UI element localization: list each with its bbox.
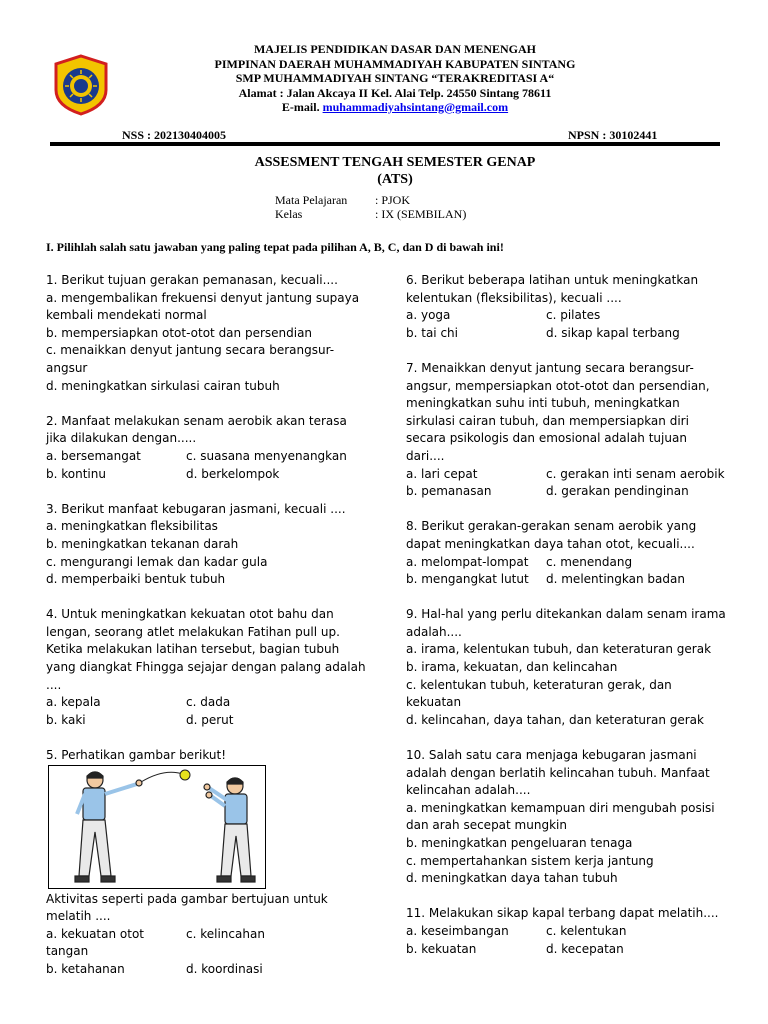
option-d: d. gerakan pendinginan [546, 484, 689, 499]
option-a: a. kepala [46, 695, 101, 710]
question-3 [46, 501, 366, 589]
option-c: c. mempertahankan sistem kerja jantung [406, 853, 654, 868]
exam-title: ASSESMENT TENGAH SEMESTER GENAP [254, 155, 536, 170]
class-value: : IX (SEMBILAN) [375, 207, 467, 221]
question-text: 2. Manfaat melakukan senam aerobik akan terasa jika dilakukan dengan..... [46, 413, 347, 446]
option-c: c. kelentukan tubuh, keteraturan gerak, dan kekuatan [406, 677, 672, 710]
option-a: a. meningkatkan fleksibilitas [46, 519, 218, 534]
option-d: d. kecepatan [546, 941, 624, 956]
email-label: E-mail. [281, 100, 320, 114]
question-7 [406, 360, 728, 501]
option-d: d. berkelompok [186, 466, 280, 481]
question-6 [406, 272, 728, 342]
nss-number: NSS : 202130404005 [122, 128, 227, 142]
ball-icon [180, 770, 190, 780]
option-c: c. kelentukan [546, 923, 627, 938]
question-text: 10. Salah satu cara menjaga kebugaran jasmani adalah dengan berlatih kelincahan tubuh. Manfaat kelincahan adalah.... [406, 748, 710, 798]
email-link[interactable]: muhammadiyahsintang@gmail.com [322, 100, 509, 114]
option-d: d. meningkatkan daya tahan tubuh [406, 871, 618, 886]
option-a: a. irama, kelentukan tubuh, dan keteraturan gerak [406, 642, 712, 657]
option-d: d. meningkatkan sirkulasi cairan tubuh [46, 378, 280, 393]
header-line-2: PIMPINAN DAERAH MUHAMMADIYAH KABUPATEN SINTANG [214, 56, 576, 71]
subject-label: Mata Pelajaran [275, 193, 348, 207]
option-b: b. meningkatkan tekanan darah [46, 536, 239, 551]
question-text-continued: Aktivitas seperti pada gambar bertujuan untuk melatih .... [46, 891, 328, 924]
question-text: 5. Perhatikan gambar berikut! [46, 748, 227, 763]
option-d: d. sikap kapal terbang [546, 325, 680, 340]
option-b: b. kontinu [46, 466, 106, 481]
exam-title-block [150, 154, 640, 188]
option-b: b. pemanasan [406, 484, 492, 499]
header-line-4: Alamat : Jalan Akcaya II Kel. Alai Telp. 24550 Sintang 78611 [238, 85, 552, 100]
option-d: d. memperbaiki bentuk tubuh [46, 572, 226, 587]
right-column [406, 272, 728, 976]
question-11 [406, 905, 728, 958]
header-line-1: MAJELIS PENDIDIKAN DASAR DAN MENENGAH [253, 42, 537, 56]
option-c: c. menendang [546, 554, 633, 569]
question-4 [46, 606, 366, 729]
question-text: 8. Berikut gerakan-gerakan senam aerobik yang dapat meningkatkan daya tahan otot, kecuali.... [406, 519, 697, 551]
question-text: 6. Berikut beberapa latihan untuk meningkatkan kelentukan (fleksibilitas), kecuali .... [406, 273, 699, 305]
option-c: c. suasana menyenangkan [186, 448, 347, 463]
catcher-figure [204, 778, 255, 882]
question-text: 11. Melakukan sikap kapal terbang dapat melatih.... [406, 906, 719, 921]
option-b: b. irama, kekuatan, dan kelincahan [406, 660, 618, 675]
option-b: b. ketahanan [46, 962, 125, 976]
option-b: b. kekuatan [406, 941, 477, 956]
option-c: c. kelincahan [186, 926, 265, 941]
question-text: 1. Berikut tujuan gerakan pemanasan, kecuali.... [46, 273, 338, 287]
option-d: d. melentingkan badan [546, 572, 685, 587]
option-b: b. kaki [46, 712, 86, 727]
header-email-line [150, 100, 640, 115]
npsn-number: NPSN : 30102441 [568, 128, 658, 142]
school-logo [52, 54, 110, 116]
option-d: d. koordinasi [186, 962, 263, 976]
question-10 [406, 747, 728, 888]
option-a: a. mengembalikan frekuensi denyut jantung supaya kembali mendekati normal [46, 290, 360, 323]
question-text: 9. Hal-hal yang perlu ditekankan dalam senam irama adalah.... [406, 607, 726, 639]
ball-throwing-illustration [49, 766, 265, 888]
option-d: d. kelincahan, daya tahan, dan keteraturan gerak [406, 712, 704, 727]
question-8 [406, 518, 728, 588]
question-text: 3. Berikut manfaat kebugaran jasmani, kecuali .... [46, 501, 346, 516]
option-c: c. dada [186, 695, 231, 710]
option-a: a. yoga [406, 308, 451, 323]
option-a: a. bersemangat [46, 448, 141, 463]
option-c: c. gerakan inti senam aerobik [546, 466, 725, 481]
option-b: b. mengangkat lutut [406, 572, 529, 587]
option-c: c. menaikkan denyut jantung secara berangsur-angsur [46, 343, 335, 375]
header-divider [50, 142, 720, 146]
option-b: b. mempersiapkan otot-otot dan persendian [46, 325, 313, 340]
option-b: b. tai chi [406, 325, 458, 340]
option-a: a. lari cepat [406, 466, 478, 481]
thrower-figure [75, 772, 142, 882]
question-1 [46, 272, 366, 395]
option-d: d. perut [186, 712, 234, 727]
option-b: b. meningkatkan pengeluaran tenaga [406, 836, 633, 850]
option-a: a. keseimbangan [406, 923, 509, 938]
header-line-3: SMP MUHAMMADIYAH SINTANG “TERAKREDITASI A“ [235, 71, 555, 85]
class-label: Kelas [275, 207, 303, 221]
option-a: a. meningkatkan kemampuan diri mengubah posisi dan arah secepat mungkin [406, 800, 715, 833]
exam-subtitle: (ATS) [377, 172, 413, 187]
option-a: a. kekuatan otot tangan [46, 926, 144, 959]
option-c: c. mengurangi lemak dan kadar gula [46, 554, 268, 569]
question-text: 7. Menaikkan denyut jantung secara berangsur-angsur, mempersiapkan otot-otot dan persendian, meningkatkan suhu inti tubuh, meningkatkan sirkulasi cairan tubuh, dan mempersiapkan diri secara psikologis dan emosional adalah tujuan dari.... [406, 360, 710, 463]
option-a: a. melompat-lompat [406, 554, 529, 569]
question-5-figure [48, 765, 266, 889]
letterhead [150, 42, 640, 115]
left-column [46, 272, 366, 979]
exam-meta [275, 193, 466, 221]
subject-value: : PJOK [375, 193, 411, 207]
question-2 [46, 413, 366, 483]
question-9 [406, 606, 728, 729]
instruction: I. Pilihlah salah satu jawaban yang paling tepat pada pilihan A, B, C, dan D di bawah ini! [46, 240, 504, 254]
question-text: 4. Untuk meningkatkan kekuatan otot bahu dan lengan, seorang atlet melakukan Fatihan pull up. Ketika melakukan latihan tersebut, bagian tubuh yang diangkat Fhingga sejajar dengan palang adalah .... [46, 607, 366, 692]
question-5 [46, 747, 366, 979]
option-c: c. pilates [546, 308, 601, 323]
